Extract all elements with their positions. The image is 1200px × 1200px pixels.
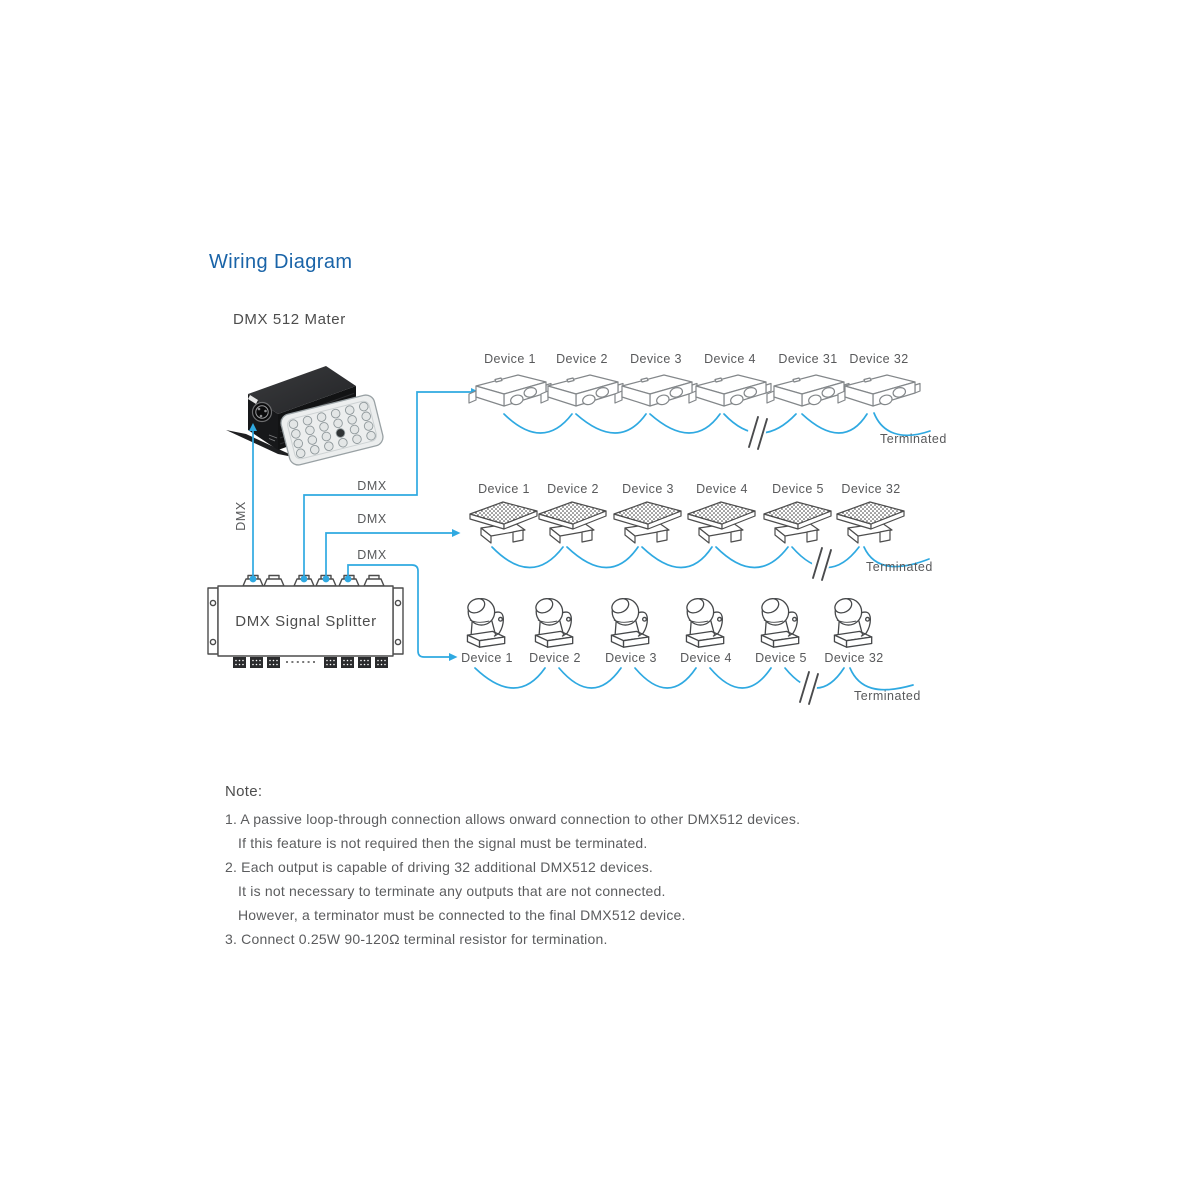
row3-device-3: [589, 596, 673, 666]
device-label: Device 4: [704, 352, 756, 366]
device-label: Device 3: [622, 482, 674, 496]
row3-device-4: [664, 596, 748, 666]
device-label: Device 3: [605, 651, 657, 665]
terminated-label-row3: Terminated: [854, 689, 921, 703]
break-mark-row2: [813, 548, 831, 580]
splitter-top-connectors: [243, 576, 384, 587]
dmx-master-illustration: [226, 350, 396, 468]
device-label: Device 1: [461, 651, 513, 665]
break-mark-row3: [800, 672, 818, 704]
device-label: Device 4: [696, 482, 748, 496]
dmx-output2-label: DMX: [357, 512, 387, 526]
terminated-label-row2: Terminated: [866, 560, 933, 574]
terminated-label-row1: Terminated: [880, 432, 947, 446]
note-section: [225, 783, 885, 951]
device-label: Device 1: [484, 352, 536, 366]
dmx-output3-label: DMX: [357, 548, 387, 562]
row1-device-4: [685, 352, 775, 414]
row2-device-3: [608, 482, 688, 548]
device-label: Device 2: [547, 482, 599, 496]
device-label: Device 32: [841, 482, 901, 496]
moving-head-icon: [678, 596, 734, 650]
note-line-4: It is not necessary to terminate any outputs that are not connected.: [238, 883, 666, 899]
row2-device-5: [758, 482, 838, 548]
moving-head-icon: [826, 596, 882, 650]
row1-device-32: [834, 352, 924, 414]
device-label: Device 1: [478, 482, 530, 496]
wire-output2: [326, 533, 452, 577]
device-label: Device 32: [849, 352, 909, 366]
flood-light-icon: [834, 500, 908, 548]
row2-device-32: [831, 482, 911, 548]
break-mark-row1: [749, 417, 767, 449]
page-title: Wiring Diagram: [209, 251, 353, 273]
row2-device-2: [533, 482, 613, 548]
row3-device-32: [812, 596, 896, 666]
device-label: Device 4: [680, 651, 732, 665]
flood-light-icon: [611, 500, 685, 548]
decoder-box-icon: [837, 370, 921, 414]
xlr-connector-icon: [253, 403, 272, 422]
splitter-label: DMX Signal Splitter: [235, 612, 377, 630]
device-label: Device 32: [824, 651, 884, 665]
note-line-3: 2. Each output is capable of driving 32 additional DMX512 devices.: [225, 859, 654, 875]
moving-head-icon: [603, 596, 659, 650]
flood-light-icon: [685, 500, 759, 548]
row2-device-1: [464, 482, 544, 548]
device-label: Device 3: [630, 352, 682, 366]
row3-device-5: [739, 596, 823, 666]
moving-head-icon: [527, 596, 583, 650]
dmx-input-label: DMX: [234, 501, 248, 531]
moving-head-icon: [459, 596, 515, 650]
flood-light-icon: [536, 500, 610, 548]
row2-device-4: [682, 482, 762, 548]
device-label: Device 5: [755, 651, 807, 665]
device-label: Device 2: [529, 651, 581, 665]
device-label: Device 2: [556, 352, 608, 366]
note-line-2: If this feature is not required then the signal must be terminated.: [238, 835, 648, 851]
note-line-6: 3. Connect 0.25W 90-120Ω terminal resistor for termination.: [225, 931, 608, 947]
splitter-bottom-terminals: [233, 657, 388, 668]
note-line-1: 1. A passive loop-through connection allows onward connection to other DMX512 devices.: [225, 811, 801, 827]
flood-light-icon: [761, 500, 835, 548]
note-title: Note:: [225, 783, 263, 800]
moving-head-icon: [753, 596, 809, 650]
device-label: Device 31: [778, 352, 838, 366]
note-line-5: However, a terminator must be connected to the final DMX512 device.: [238, 907, 686, 923]
dmx-output1-label: DMX: [357, 479, 387, 493]
device-label: Device 5: [772, 482, 824, 496]
decoder-box-icon: [688, 370, 772, 414]
flood-light-icon: [467, 500, 541, 548]
master-device-label: DMX 512 Mater: [233, 311, 346, 328]
row3-device-2: [513, 596, 597, 666]
